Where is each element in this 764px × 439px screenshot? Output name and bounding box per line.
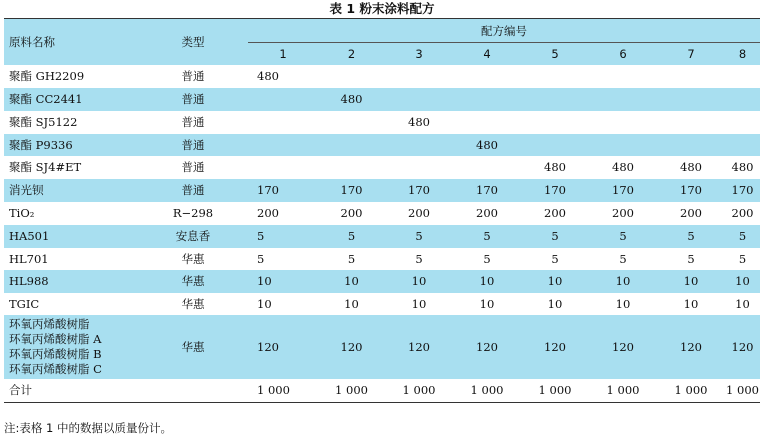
formula-value-3 [385,88,453,111]
formula-value-3: 200 [408,206,430,220]
material-name: 聚酯 GH2209 [9,69,85,83]
formula-value-8: 5 [738,229,747,243]
formula-value-2: 480 [340,92,363,106]
formula-value-2 [318,111,385,134]
formula-value-4 [453,156,521,179]
formula-value-8 [725,88,760,111]
formula-value-3 [385,134,453,156]
formula-value-5 [521,111,589,134]
formula-value-5: 200 [544,206,566,220]
formula-value-2: 5 [347,229,356,243]
formula-value-6: 5 [619,229,627,243]
formula-value-8: 1 000 [725,379,760,403]
formula-value-8: 170 [731,183,754,197]
formula-value-3: 480 [408,115,430,129]
table-row [4,156,760,179]
material-name: 聚酯 SJ5122 [9,115,78,129]
formula-value-4 [453,88,521,111]
formula-value-5: 5 [551,251,559,266]
formula-value-1 [248,134,318,156]
formula-value-2: 170 [340,183,363,197]
table-row [4,248,760,270]
formula-value-8 [725,111,760,134]
formula-value-8 [725,65,760,88]
formula-value-1: 200 [257,206,279,220]
formula-value-7: 480 [680,160,702,174]
material-type: 华惠 [181,296,205,311]
header-material-name: 原料名称 [4,19,156,65]
formula-value-6 [589,88,657,111]
table-row [4,88,760,111]
material-type: 普通 [181,183,205,197]
formula-value-1: 1 000 [248,379,318,403]
formula-value-8: 10 [735,274,750,288]
formula-value-1: 170 [257,183,279,197]
formula-value-7 [657,65,725,88]
formula-value-2: 1 000 [318,379,385,403]
formula-value-7 [657,88,725,111]
material-name-line: 环氧丙烯酸树脂 B [9,346,102,361]
formula-value-2 [318,65,385,88]
formula-value-7: 120 [680,339,702,354]
formula-value-1 [248,111,318,134]
formula-value-7: 170 [680,183,702,197]
table-row [4,293,760,315]
formula-value-2: 120 [340,339,363,354]
material-name: 聚酯 P9336 [9,137,73,152]
formula-value-8: 120 [731,339,754,354]
formula-value-6: 5 [619,251,627,266]
material-type: 普通 [181,115,205,129]
material-name: 合计 [4,379,156,403]
formula-value-5: 1 000 [521,379,589,403]
formula-value-6: 1 000 [589,379,657,403]
formula-table [4,18,760,403]
formula-value-7: 1 000 [657,379,725,403]
formula-value-7: 10 [683,274,699,288]
material-type: 华惠 [181,339,205,354]
table-row [4,225,760,248]
header-formula-group: 配方编号 [248,19,760,43]
formula-value-5 [521,88,589,111]
formula-value-8: 480 [731,160,754,174]
formula-value-1: 5 [257,229,265,243]
formula-value-7: 10 [683,296,699,311]
formula-value-3 [385,156,453,179]
formula-value-1: 120 [257,339,279,354]
formula-value-4 [453,65,521,88]
formula-value-4: 170 [476,183,498,197]
material-name-line: 环氧丙烯酸树脂 C [9,361,102,376]
formula-value-5: 170 [544,183,566,197]
formula-value-3: 10 [411,274,427,288]
formula-value-3: 170 [408,183,430,197]
formula-value-1: 10 [257,296,272,311]
formula-value-1 [248,88,318,111]
formula-value-4: 120 [476,339,498,354]
material-name: HL988 [9,274,49,288]
material-type: 安息香 [175,229,211,243]
formula-value-8: 10 [735,296,750,311]
formula-value-5: 5 [551,229,559,243]
material-name: 聚酯 SJ4#ET [9,160,82,174]
formula-value-5: 10 [547,274,563,288]
table-row [4,134,760,156]
formula-value-3: 1 000 [385,379,453,403]
formula-value-2: 10 [344,274,359,288]
formula-value-2: 200 [340,206,363,220]
formula-value-3: 5 [415,229,423,243]
formula-value-6: 10 [615,296,631,311]
formula-value-6 [589,65,657,88]
formula-value-4: 480 [476,137,498,152]
formula-value-6 [589,111,657,134]
material-type: R−298 [172,206,214,220]
formula-value-4: 10 [479,296,495,311]
table-row [4,315,760,379]
formula-value-1: 10 [257,274,272,288]
material-name: TGIC [9,296,40,311]
formula-value-2: 5 [347,251,356,266]
formula-value-2 [318,156,385,179]
formula-value-3: 120 [408,339,430,354]
formula-number-8: 8 [738,46,747,61]
formula-value-2 [318,134,385,156]
formula-value-3: 10 [411,296,427,311]
formula-value-7: 5 [687,229,695,243]
formula-number-6: 6 [619,46,627,61]
formula-value-7 [657,134,725,156]
formula-value-5 [521,65,589,88]
formula-value-6: 200 [612,206,634,220]
formula-value-3 [385,65,453,88]
formula-value-4 [453,111,521,134]
material-name: HA501 [9,229,50,243]
formula-value-4: 200 [476,206,498,220]
table-row [4,270,760,293]
formula-value-1: 480 [257,69,279,83]
formula-value-5: 480 [544,160,566,174]
material-name: HL701 [9,251,49,266]
formula-value-4: 10 [479,274,495,288]
table-row [4,202,760,225]
table-note: 注:表格 1 中的数据以质量份计。 [4,421,173,435]
material-type: 普通 [181,92,205,106]
formula-value-7 [657,111,725,134]
formula-value-1 [248,156,318,179]
formula-value-4: 1 000 [453,379,521,403]
material-type: 普通 [181,69,205,83]
formula-value-3: 5 [415,251,423,266]
formula-number-4: 4 [483,46,491,61]
formula-number-3: 3 [415,46,423,61]
material-type: 华惠 [181,274,205,288]
formula-number-5: 5 [551,46,559,61]
formula-value-6: 170 [612,183,634,197]
table-row [4,65,760,88]
formula-value-6: 10 [615,274,631,288]
formula-value-7: 5 [687,251,695,266]
formula-value-6: 120 [612,339,634,354]
formula-value-7: 200 [680,206,702,220]
formula-number-1: 1 [279,46,287,61]
header-type: 类型 [156,19,248,65]
formula-value-6: 480 [612,160,634,174]
material-name-line: 环氧丙烯酸树脂 A [9,331,102,346]
table-row [4,111,760,134]
material-type [156,379,248,403]
formula-value-8 [725,134,760,156]
material-type: 华惠 [181,251,205,266]
table-row [4,379,760,403]
header-row [4,19,760,43]
formula-number-2: 2 [347,46,356,61]
material-type: 普通 [181,160,205,174]
formula-value-8: 5 [738,251,747,266]
formula-value-4: 5 [483,251,491,266]
formula-value-8: 200 [731,206,754,220]
material-name: 聚酯 CC2441 [9,92,83,106]
formula-value-5: 10 [547,296,563,311]
formula-value-4: 5 [483,229,491,243]
formula-value-6 [589,134,657,156]
table-row [4,179,760,202]
material-name [4,315,156,379]
material-type: 普通 [181,137,205,152]
material-name: 消光钡 [9,183,44,197]
formula-value-5: 120 [544,339,566,354]
material-name-line: 环氧丙烯酸树脂 [9,316,90,331]
formula-number-7: 7 [687,46,695,61]
table-title: 表 1 粉末涂料配方 [329,1,435,16]
formula-value-5 [521,134,589,156]
material-name: TiO₂ [9,206,35,220]
formula-value-1: 5 [257,251,265,266]
formula-value-2: 10 [344,296,359,311]
